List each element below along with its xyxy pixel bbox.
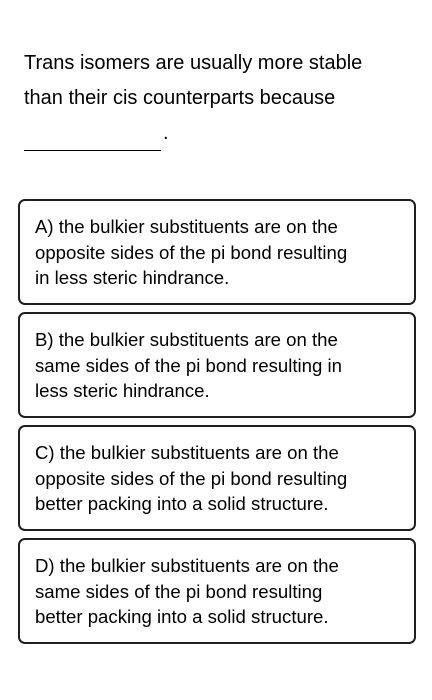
question-end-punctuation: . [163, 122, 169, 144]
answer-blank [24, 128, 161, 151]
question-text [24, 46, 408, 151]
option-b-line: less steric hindrance. [35, 380, 210, 401]
option-b[interactable] [18, 312, 416, 418]
option-b-line: B) the bulkier substituents are on the [35, 329, 338, 350]
option-a-line: A) the bulkier substituents are on the [35, 216, 338, 237]
option-a-line: opposite sides of the pi bond resulting [35, 241, 348, 263]
option-c-line: C) the bulkier substituents are on the [35, 442, 339, 463]
option-d[interactable] [18, 538, 416, 644]
option-b-line: same sides of the pi bond resulting in [35, 354, 342, 376]
option-d-line: better packing into a solid structure. [35, 606, 329, 627]
question-line: Trans isomers are usually more stable [24, 52, 363, 74]
option-a-line: in less steric hindrance. [35, 267, 230, 288]
answer-blank-row [24, 116, 408, 151]
option-d-line: D) the bulkier substituents are on the [35, 555, 339, 576]
option-a[interactable] [18, 199, 416, 305]
question-line: than their cis counterparts because [24, 87, 336, 109]
option-c-line: opposite sides of the pi bond resulting [35, 467, 348, 489]
answer-options [18, 199, 416, 651]
option-c[interactable] [18, 425, 416, 531]
option-d-line: same sides of the pi bond resulting [35, 580, 323, 602]
option-c-line: better packing into a solid structure. [35, 493, 329, 514]
